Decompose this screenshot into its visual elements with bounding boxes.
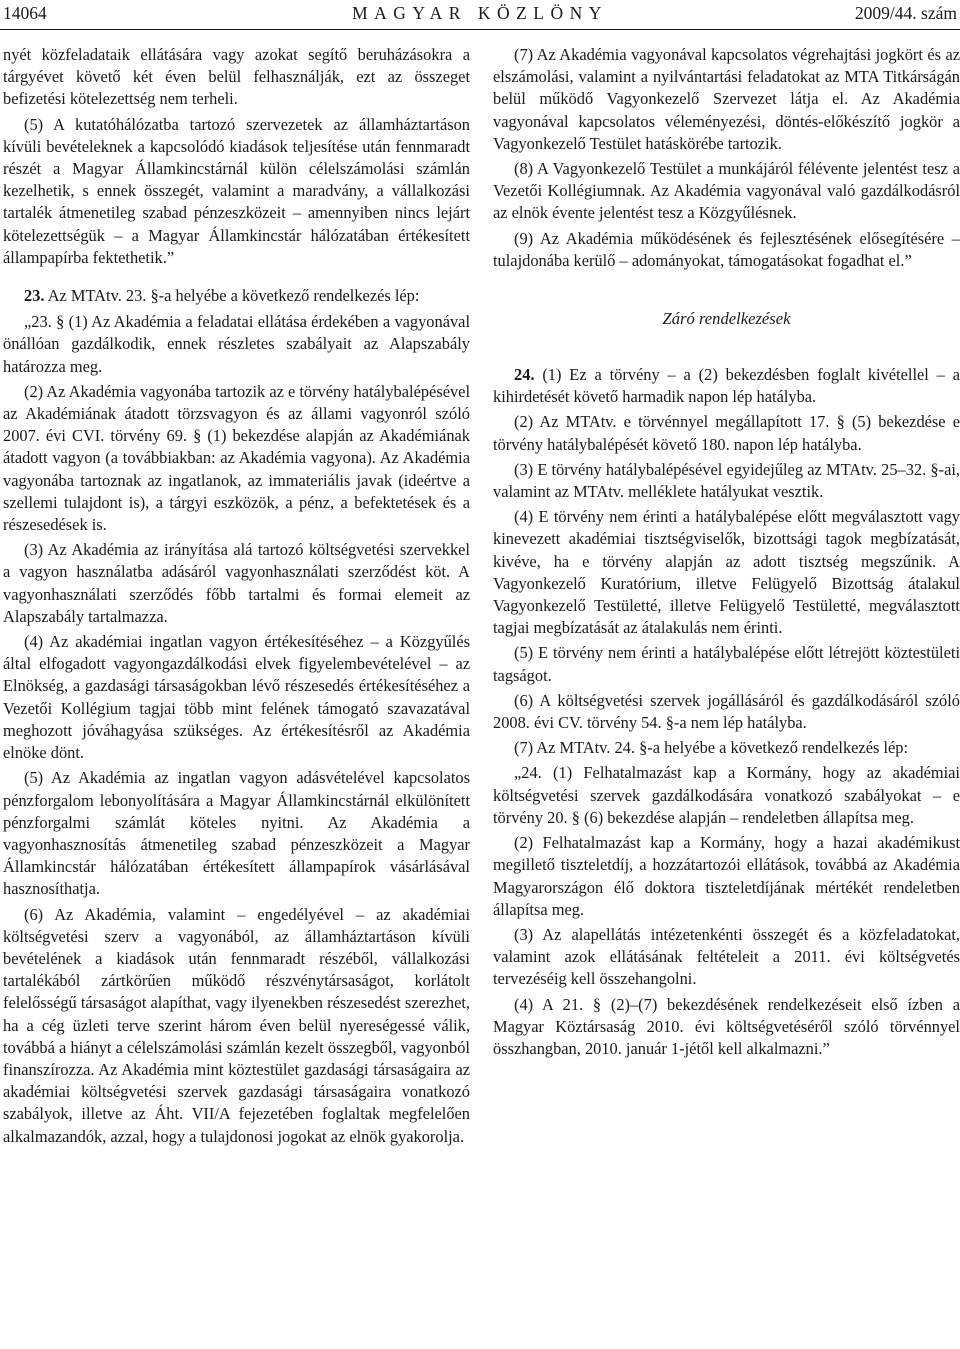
journal-title: MAGYAR KÖZLÖNY bbox=[352, 3, 608, 23]
page-number: 14064 bbox=[3, 3, 47, 23]
paragraph: (7) Az Akadémia vagyonával kapcsolatos végrehajtási jogkört és az elszámolási, valamint a nyilvántartási feladatokat az MTA Titkárságán belül működő Vagyonkezelő Szervezet látja el. Az Akadémia vagyonával kapcsolatos véleményezési, döntés-előkészítő jogkör a Vagyonkezelő Testület hatáskörébe tartozik. bbox=[493, 45, 960, 153]
paragraph: (2) Felhatalmazást kap a Kormány, hogy a hazai akadémikust megillető tiszteletdíj, a hozzátartozói ellátások, továbbá az Akadémia Magyarországon élő doktora tiszteletdíjának mértékét rendeletben állapítsa meg. bbox=[493, 833, 960, 919]
paragraph: (4) Az akadémiai ingatlan vagyon értékesítéséhez – a Közgyűlés által elfogadott vagyongazdálkodási elvek figyelembevételével – az Elnökség, a gazdasági társaságokban lévő részesedés értékesítéséhez a Vezetői Kollégium tagjai több mint felének támogató szavazatával meghozott jóváhagyása szükséges. Az értékesítésről az Akadémia elnöke dönt. bbox=[3, 632, 470, 763]
paragraph: (5) Az Akadémia az ingatlan vagyon adásvételével kapcsolatos pénzforgalom lebonyolítására a Magyar Államkincstárnál elkülönített pénzforgalmi számlát köteles nyitni. Az Akadémia a vagyonhasznosítás átmenetileg szabad pénzeszközeit a Magyar Államkincstár hálózatában értékesített állampapírok vásárlásával hasznosíthatja. bbox=[3, 768, 470, 899]
paragraph: (3) Az Akadémia az irányítása alá tartozó költségvetési szervekkel a vagyon használatba adásáról vagyonhasználati szerződést köt. A vagyonhasználati szerződés főbb tartalmi és formai elemeit az Alapszabály tartalmazza. bbox=[3, 540, 470, 626]
left-column bbox=[3, 44, 470, 1151]
section-number: 23. bbox=[24, 286, 45, 306]
issue-number: 2009/44. szám bbox=[854, 3, 957, 23]
paragraph: (7) Az MTAtv. 24. §-a helyébe a következő rendelkezés lép: bbox=[514, 738, 909, 758]
running-header bbox=[0, 0, 960, 26]
right-column bbox=[493, 44, 960, 1063]
section-23-intro bbox=[3, 285, 470, 307]
section-text: Az MTAtv. 23. §-a helyébe a következő rendelkezés lép: bbox=[44, 286, 420, 306]
paragraph: (2) Az Akadémia vagyonába tartozik az e törvény hatálybalépésével az Akadémiának átadott törzsvagyon és az állami vagyonról szóló 2007. évi CVI. törvény 69. § (1) bekezdése alapján az Akadémiának átadott vagyon (a továbbiakban: az Akadémia vagyona). Az Akadémia vagyonába tartoznak az ingatlanok, az immateriális javak (ideértve a szellemi tulajdont is), a tárgyi eszközök, a pénz, a befektetések és a részesedések is. bbox=[3, 381, 470, 535]
section-heading: Záró rendelkezések bbox=[662, 309, 791, 329]
paragraph: (9) Az Akadémia működésének és fejlesztésének elősegítésére – tulajdonába kerülő – adományokat, támogatásokat fogadhat el.” bbox=[493, 228, 960, 270]
paragraph: (5) E törvény nem érinti a hatálybalépése előtt létrejött köztestületi tagságot. bbox=[493, 643, 960, 685]
paragraph: (4) E törvény nem érinti a hatálybalépése előtt megválasztott vagy kinevezett akadémiai tisztségviselők, bizottsági tagok megbízatását, kivéve, ha e törvény alapján az adott tisztség megszűnik. A Vagyonkezelő Kuratórium, illetve Felügyelő Bizottság átalakul Vagyonkezelő Testületté, illetve Felügyelő Testületté, megválasztott tagjai megbízatását az átalakulás nem érinti. bbox=[493, 507, 960, 638]
paragraph: (6) Az Akadémia, valamint – engedélyével – az akadémiai költségvetési szerv a vagyonából, az államháztartáson kívüli bevételének a kiadások után fennmaradt részéből, vállalkozási tartalékából zártkörűen működő részvénytársaságot, korlátolt felelősségű társaságot alapíthat, vagy ilyenekben részesedést szerezhet, ha a cég üzleti terve szerint három éven belül nyereségessé válik, továbbá a hiányt a célelszámolási számlán kezelt összegből, vagyonból finanszírozza. Az Akadémia mint köztestület gazdasági társaságaira az akadémiai költségvetési szervek gazdasági társaságaira vonatkozó szabályok, illetve az Áht. VII/A fejezetében foglaltak megfelelően alkalmazandók, azzal, hogy a tulajdonosi jogokat az elnök gyakorolja. bbox=[3, 904, 470, 1146]
paragraph: (3) E törvény hatálybalépésével egyidejűleg az MTAtv. 25–32. §-ai, valamint az MTAtv. melléklete hatályukat vesztik. bbox=[493, 459, 960, 502]
section-text: (1) Ez a törvény – a (2) bekezdésben foglalt kivétellel – a kihirdetését követő harmadik napon lép hatályba. bbox=[493, 365, 960, 407]
paragraph: (5) A kutatóhálózatba tartozó szervezetek az államháztartáson kívüli bevételeknek a kapcsolódó kiadások teljesítése után fennmaradt részét a Magyar Államkincstárnál külön célelszámolási számlán kezelhetik, s ennek összegét, valamint a maradvány, a vállalkozási tartalék átmenetileg szabad pénzeszközeit – amennyiben nincs lejárt kötelezettségük – a Magyar Államkincstár hálózatában értékesített állampapírba fektethetik.” bbox=[3, 114, 470, 267]
section-number: 24. bbox=[514, 365, 535, 385]
paragraph: (4) A 21. § (2)–(7) bekezdésének rendelkezéseit első ízben a Magyar Köztársaság 2010. évi költségvetéséről szóló törvénnyel összhangban, 2010. január 1-jétől kell alkalmazni.” bbox=[493, 994, 960, 1058]
paragraph: (3) Az alapellátás intézetenkénti összegét és a közfeladatokat, valamint azok ellátásának feltételeit a 2011. évi költségvetés tervezéséig kell összehangolni. bbox=[493, 924, 960, 989]
paragraph: „24. (1) Felhatalmazást kap a Kormány, hogy az akadémiai költségvetési szervek gazdálkodására vonatkozó szabályokat – e törvény 20. § (6) bekezdése alapján – rendeletben állapítsa meg. bbox=[493, 763, 960, 827]
header-rule bbox=[0, 29, 960, 30]
paragraph: (6) A költségvetési szervek jogállásáról és gazdálkodásáról szóló 2008. évi CV. törvény 54. §-a nem lép hatályba. bbox=[493, 690, 960, 733]
paragraph: (2) Az MTAtv. e törvénnyel megállapított 17. § (5) bekezdése e törvény hatálybalépését követő 180. napon lép hatályba. bbox=[493, 412, 960, 454]
paragraph: „23. § (1) Az Akadémia a feladatai ellátása érdekében a vagyonával önállóan gazdálkodik, ennek részletes szabályait az Alapszabály határozza meg. bbox=[3, 312, 470, 376]
paragraph: nyét közfeladataik ellátására vagy azokat segítő beruházásokra a tárgyévet követő két éven belül felhasználják, ezt az összeget befizetési kötelezettség nem terheli. bbox=[3, 45, 470, 109]
section-24-intro bbox=[493, 364, 960, 408]
paragraph: (8) A Vagyonkezelő Testület a munkájáról félévente jelentést tesz a Vezetői Kollégiumnak. Az Akadémia vagyonával való gazdálkodásról az elnök évente jelentést tesz a Közgyűlésnek. bbox=[493, 159, 960, 223]
